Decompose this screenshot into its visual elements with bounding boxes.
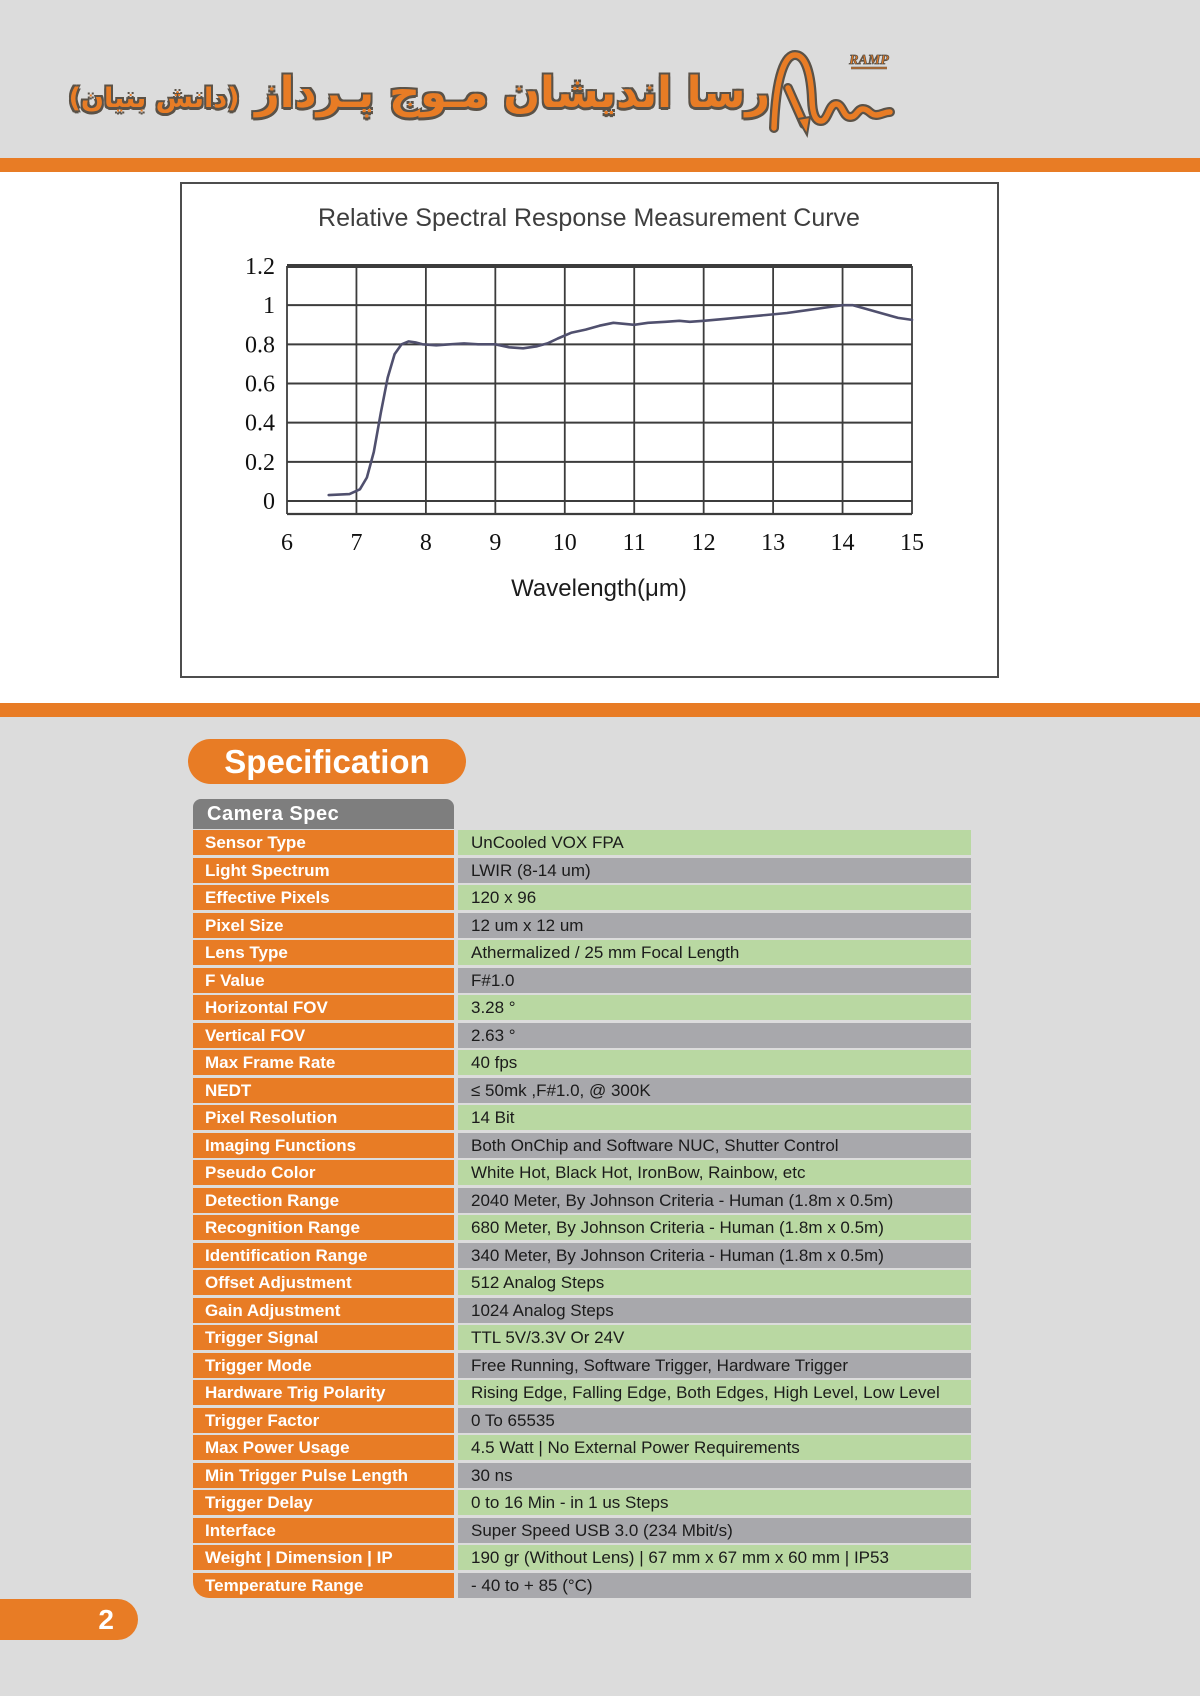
chart-title: Relative Spectral Response Measurement Curve [318, 204, 860, 232]
spec-row-label: Min Trigger Pulse Length [193, 1463, 454, 1488]
spec-row-value: 30 ns [458, 1463, 971, 1488]
x-tick-label: 15 [900, 530, 924, 556]
spec-row-label: Trigger Signal [193, 1325, 454, 1350]
spec-row-value: 12 um x 12 um [458, 913, 971, 938]
spec-row [193, 858, 975, 883]
ramp-wave-logo-icon [766, 48, 896, 143]
spec-row-value: White Hot, Black Hot, IronBow, Rainbow, etc [458, 1160, 971, 1185]
spec-row-label: Imaging Functions [193, 1133, 454, 1158]
spec-row-label: F Value [193, 968, 454, 993]
spec-row-label: Gain Adjustment [193, 1298, 454, 1323]
spec-row [193, 1105, 975, 1130]
spectral-response-chart [182, 184, 997, 676]
spec-row-label: Recognition Range [193, 1215, 454, 1240]
response-curve [329, 305, 912, 495]
spec-row-value: F#1.0 [458, 968, 971, 993]
spec-row [193, 1215, 975, 1240]
spec-row [193, 1463, 975, 1488]
spec-row [193, 885, 975, 910]
brand-title [69, 68, 770, 118]
spec-row-label: Effective Pixels [193, 885, 454, 910]
x-tick-label: 13 [761, 530, 786, 556]
x-tick-label: 10 [552, 530, 577, 556]
x-tick-label: 6 [281, 530, 293, 556]
spec-row [193, 1325, 975, 1350]
spec-row-label: Offset Adjustment [193, 1270, 454, 1295]
spec-row-label: Identification Range [193, 1243, 454, 1268]
y-tick-label: 0.6 [245, 371, 275, 398]
spec-row-label: Lens Type [193, 940, 454, 965]
y-tick-label: 1 [263, 293, 275, 320]
spec-row-value: 40 fps [458, 1050, 971, 1075]
spec-row-label: Sensor Type [193, 830, 454, 855]
spec-row-value: 680 Meter, By Johnson Criteria - Human (1.8m x 0.5m) [458, 1215, 971, 1240]
spec-row-value: 120 x 96 [458, 885, 971, 910]
spec-row-value: 1024 Analog Steps [458, 1298, 971, 1323]
spec-row [193, 1435, 975, 1460]
y-tick-label: 0.8 [245, 332, 275, 359]
spec-row-value: 3.28 ° [458, 995, 971, 1020]
spec-row-value: Super Speed USB 3.0 (234 Mbit/s) [458, 1518, 971, 1543]
specification-heading [188, 739, 466, 784]
y-tick-label: 0.2 [245, 449, 275, 476]
spec-row-value: 0 To 65535 [458, 1408, 971, 1433]
spec-row-value: - 40 to + 85 (°C) [458, 1573, 971, 1598]
spec-row-label: Max Power Usage [193, 1435, 454, 1460]
spec-row [193, 968, 975, 993]
spec-row-value: 14 Bit [458, 1105, 971, 1130]
spec-row [193, 1573, 975, 1598]
page-number-badge [0, 1599, 138, 1640]
x-tick-label: 12 [691, 530, 716, 556]
x-tick-label: 9 [489, 530, 502, 556]
spec-row-value: 340 Meter, By Johnson Criteria - Human (1.8m x 0.5m) [458, 1243, 971, 1268]
spec-row-value: 4.5 Watt | No External Power Requirements [458, 1435, 971, 1460]
spec-row [193, 1050, 975, 1075]
camera-spec-table [193, 830, 975, 1600]
spec-row [193, 1023, 975, 1048]
section-divider-bar [0, 703, 1200, 717]
spec-row-label: Light Spectrum [193, 858, 454, 883]
spec-row-value: Athermalized / 25 mm Focal Length [458, 940, 971, 965]
spec-row-value: Both OnChip and Software NUC, Shutter Control [458, 1133, 971, 1158]
spec-row [193, 1353, 975, 1378]
y-tick-label: 0 [263, 489, 275, 515]
y-tick-label: 0.4 [245, 410, 275, 437]
spec-row-label: Max Frame Rate [193, 1050, 454, 1075]
x-tick-label: 14 [830, 530, 855, 556]
spec-row [193, 1490, 975, 1515]
camera-spec-table-header: Camera Spec [193, 799, 454, 829]
spec-row-label: Weight | Dimension | IP [193, 1545, 454, 1570]
specification-heading-label: Specification [224, 742, 430, 780]
spec-row-label: Pixel Size [193, 913, 454, 938]
spec-row [193, 1188, 975, 1213]
spec-row-label: Hardware Trig Polarity [193, 1380, 454, 1405]
spec-row-label: Temperature Range [193, 1573, 454, 1598]
spec-row-label: Interface [193, 1518, 454, 1543]
brand-title-sub: (دانش بنیان) [68, 83, 240, 114]
x-tick-label: 8 [419, 530, 432, 556]
spectral-response-chart-frame [180, 182, 999, 678]
spec-row-value: 190 gr (Without Lens) | 67 mm x 67 mm x 60 mm | IP53 [458, 1545, 971, 1570]
spec-row-value: UnCooled VOX FPA [458, 830, 971, 855]
spec-row-value: 512 Analog Steps [458, 1270, 971, 1295]
header-divider-bar [0, 158, 1200, 172]
spec-row [193, 913, 975, 938]
page-number: 2 [98, 1603, 114, 1635]
spec-row [193, 1078, 975, 1103]
spec-row-label: Trigger Delay [193, 1490, 454, 1515]
spec-row-label: Pixel Resolution [193, 1105, 454, 1130]
spec-row-value: LWIR (8-14 um) [458, 858, 971, 883]
spec-row [193, 1160, 975, 1185]
spec-row-value: TTL 5V/3.3V Or 24V [458, 1325, 971, 1350]
spec-row [193, 1545, 975, 1570]
spec-row [193, 830, 975, 855]
spec-row-label: NEDT [193, 1078, 454, 1103]
spec-row-value: Free Running, Software Trigger, Hardware Trigger [458, 1353, 971, 1378]
spec-row [193, 940, 975, 965]
spec-row [193, 995, 975, 1020]
spec-row-label: Detection Range [193, 1188, 454, 1213]
spec-row [193, 1518, 975, 1543]
spec-row-label: Pseudo Color [193, 1160, 454, 1185]
spec-row [193, 1408, 975, 1433]
x-axis-title: Wavelength(μm) [511, 575, 687, 602]
spec-row [193, 1380, 975, 1405]
spec-row-value: 2040 Meter, By Johnson Criteria - Human (1.8m x 0.5m) [458, 1188, 971, 1213]
spec-row [193, 1270, 975, 1295]
spec-row-label: Trigger Factor [193, 1408, 454, 1433]
spec-row [193, 1243, 975, 1268]
x-tick-label: 11 [622, 530, 646, 556]
brand-title-main: رسا اندیشان مـوج پـرداز [255, 68, 770, 118]
spec-row-label: Horizontal FOV [193, 995, 454, 1020]
spec-row-label: Vertical FOV [193, 1023, 454, 1048]
spec-row-value: 2.63 ° [458, 1023, 971, 1048]
spec-row [193, 1298, 975, 1323]
spec-row [193, 1133, 975, 1158]
spec-row-value: 0 to 16 Min - in 1 us Steps [458, 1490, 971, 1515]
x-tick-label: 7 [350, 530, 363, 556]
spec-row-label: Trigger Mode [193, 1353, 454, 1378]
y-tick-label: 1.2 [245, 254, 275, 280]
spec-row-value: ≤ 50mk ,F#1.0, @ 300K [458, 1078, 971, 1103]
logo-ramp-text: RAMP [849, 53, 889, 68]
spec-row-value: Rising Edge, Falling Edge, Both Edges, High Level, Low Level [458, 1380, 971, 1405]
